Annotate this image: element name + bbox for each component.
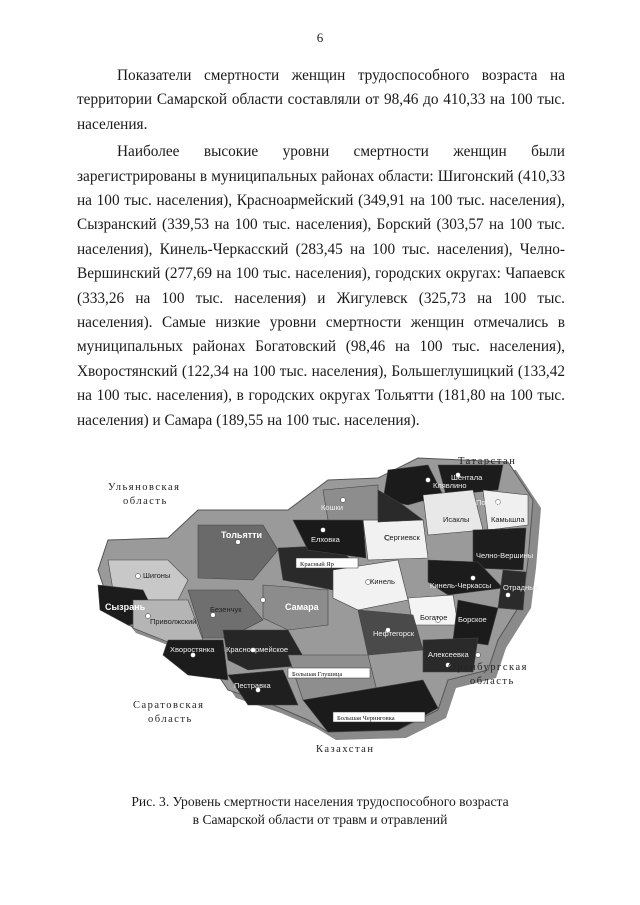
label-koshki: Кошки <box>321 503 344 512</box>
paragraph-2: Наиболее высокие уровни смертности женщин были зарегистрированы в муниципальных районах области: Шигонский (410,33 на 100 тыс. населения), Красноармейский (349,91 на 100 тыс. населения), Сызранский (339,53 на 100 тыс. населения), Борский (303,57 на 100 тыс. населения), Кинель-Черкасский (283,45 на 100 тыс. населения), Челно-Вершинский (277,69 на 100 тыс. населения), городских округах: Чапаевск (333,26 на 100 тыс. населения) и Жигулевск (325,73 на 100 тыс. населения). Самые низкие уровни смертности женщин отмечались в муниципальных районах Богатовский (98,46 на 100 тыс. населения), Хворостянский (122,34 на 100 тыс. населения), Большеглушицкий (133,42 на 100 тыс. населения), в городских округах Тольятти (181,80 на 100 тыс. населения) и Самара (189,55 на 100 тыс. населения). <box>77 143 565 429</box>
label-ulyanovsk-line2: область <box>123 496 168 507</box>
label-shentala: Шентала <box>451 473 483 482</box>
label-shigony: Шигоны <box>143 571 171 580</box>
label-kazakhstan: Казахстан <box>316 744 375 755</box>
label-bogatoe: Богатое <box>420 613 448 622</box>
label-tolyatti: Тольятти <box>221 530 263 540</box>
label-isakly: Исаклы <box>443 515 470 524</box>
region-kamyshla-shape <box>483 490 528 530</box>
label-orenburg-line2: область <box>470 676 515 687</box>
label-saratov-line2: область <box>148 714 193 725</box>
label-bezenchuk: Безенчук <box>210 605 242 614</box>
label-khvorostyanka: Хворостянка <box>170 645 215 654</box>
label-kinel: Кинель <box>370 577 395 586</box>
label-otradny: Отрадный <box>503 583 539 592</box>
label-bolshaya-glushitsa: Большая Глушица <box>292 671 343 678</box>
body-text <box>77 64 565 433</box>
label-privolzhsky: Приволжский <box>150 617 197 626</box>
label-orenburg-line1: Оренбургская <box>448 662 528 673</box>
label-samara: Самара <box>285 602 319 612</box>
label-neftegorsk: Нефтегорск <box>373 629 415 638</box>
paragraph-1: Показатели смертности женщин трудоспособного возраста на территории Самарской области составляли от 98,46 до 410,33 на 100 тыс. населения. <box>77 67 565 133</box>
label-krasnoarmeyskoe: Красноармейское <box>226 645 289 654</box>
label-alekseevka: Алексеевка <box>428 650 469 659</box>
label-ulyanovsk-line1: Ульяновская <box>108 482 181 493</box>
caption-line-1: Рис. 3. Уровень смертности населения трудоспособного возраста <box>131 794 509 809</box>
caption-line-2: в Самарской области от травм и отравлений <box>192 812 448 827</box>
label-kamyshla: Камышла <box>491 515 525 524</box>
figure-caption <box>0 793 640 829</box>
page-number: 6 <box>316 30 324 45</box>
samara-region-map <box>78 450 568 760</box>
region-pokhvistnevo-shape <box>473 528 526 570</box>
map-svg <box>78 450 568 760</box>
label-krasny-yar: Красный Яр <box>300 561 334 568</box>
label-kinel-cherkassy: Кинель-Черкассы <box>430 581 492 590</box>
region-isakly-shape <box>423 490 483 535</box>
label-borskoe: Борское <box>458 615 487 624</box>
label-syzran: Сызрань <box>105 602 146 612</box>
label-klyavlino: Клявлино <box>433 481 467 490</box>
label-pestravka: Пестравка <box>234 681 271 690</box>
label-saratov-line1: Саратовская <box>133 700 205 711</box>
label-chelno-vershiny: Челно-Вершины <box>476 551 534 560</box>
label-yelkhovka: Елховка <box>311 535 340 544</box>
label-tatarstan: Татарстан <box>458 456 517 467</box>
label-bolshaya-chernigovka: Большая Черниговка <box>337 715 395 722</box>
label-pokhvistnevo: Похвистнево <box>476 498 521 507</box>
label-sergievsk: Сергиевск <box>384 533 420 542</box>
